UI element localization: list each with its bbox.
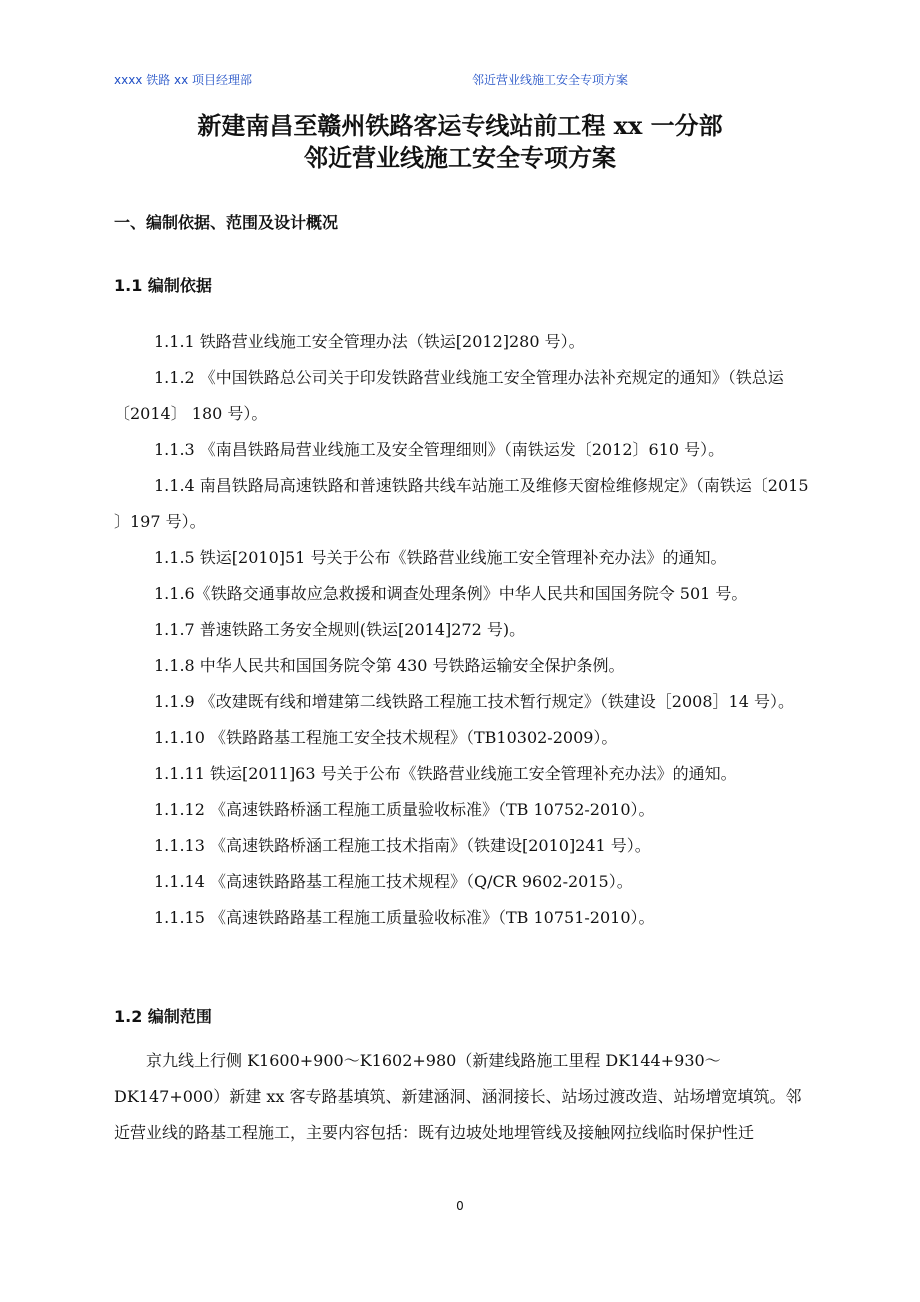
reference-list <box>114 324 814 936</box>
reference-item: 1.1.8 中华人民共和国国务院令第 430 号铁路运输安全保护条例。 <box>154 656 625 675</box>
reference-item: 1.1.6《铁路交通事故应急救援和调查处理条例》中华人民共和国国务院令 501 号。 <box>154 584 748 603</box>
reference-item: 1.1.15 《高速铁路路基工程施工质量验收标准》（TB 10751-2010）。 <box>154 908 655 927</box>
reference-item: 1.1.1 铁路营业线施工安全管理办法（铁运[2012]280 号）。 <box>154 332 585 351</box>
reference-item: 1.1.10 《铁路路基工程施工安全技术规程》（TB10302-2009）。 <box>154 728 618 747</box>
scope-paragraph: 京九线上行侧 K1600+900～K1602+980（新建线路施工里程 DK144+930～DK147+000）新建 xx 客专路基填筑、新建涵洞、涵洞接长、站场过渡改造、站场增宽填筑。邻近营业线的路基工程施工，主要内容包括：既有边坡处地埋管线及接触网拉线临时保护性迁 <box>114 1051 802 1142</box>
section-1-heading: 一、编制依据、范围及设计概况 <box>114 213 339 232</box>
reference-item: 1.1.4 南昌铁路局高速铁路和普速铁路共线车站施工及维修天窗检维修规定》（南铁运〔2015 〕197 号）。 <box>114 476 809 531</box>
page-number: 0 <box>456 1199 464 1213</box>
running-header <box>114 71 814 91</box>
reference-item: 1.1.9 《改建既有线和增建第二线铁路工程施工技术暂行规定》（铁建设［2008］14 号）。 <box>154 692 794 711</box>
document-title <box>100 110 820 174</box>
reference-item: 1.1.5 铁运[2010]51 号关于公布《铁路营业线施工安全管理补充办法》的通知。 <box>154 548 727 567</box>
reference-item: 1.1.3 《南昌铁路局营业线施工及安全管理细则》（南铁运发〔2012〕610 号）。 <box>154 440 725 459</box>
header-document-name: 邻近营业线施工安全专项方案 <box>472 73 629 87</box>
header-organization: xxxx 铁路 xx 项目经理部 <box>114 73 253 87</box>
reference-item: 1.1.12 《高速铁路桥涵工程施工质量验收标准》（TB 10752-2010）。 <box>154 800 655 819</box>
reference-item: 1.1.2 《中国铁路总公司关于印发铁路营业线施工安全管理办法补充规定的通知》（铁总运〔2014〕 180 号）。 <box>114 368 784 423</box>
title-line-1: 新建南昌至赣州铁路客运专线站前工程 xx 一分部 <box>197 111 723 140</box>
section-1-2-heading: 1.2 编制范围 <box>114 1007 212 1026</box>
reference-item: 1.1.14 《高速铁路路基工程施工技术规程》（Q/CR 9602-2015）。 <box>154 872 633 891</box>
section-1-1-heading: 1.1 编制依据 <box>114 276 212 295</box>
title-line-2: 邻近营业线施工安全专项方案 <box>304 143 616 172</box>
reference-item: 1.1.11 铁运[2011]63 号关于公布《铁路营业线施工安全管理补充办法》的通知。 <box>154 764 737 783</box>
reference-item: 1.1.13 《高速铁路桥涵工程施工技术指南》（铁建设[2010]241 号）。 <box>154 836 651 855</box>
reference-item: 1.1.7 普速铁路工务安全规则(铁运[2014]272 号)。 <box>154 620 526 639</box>
